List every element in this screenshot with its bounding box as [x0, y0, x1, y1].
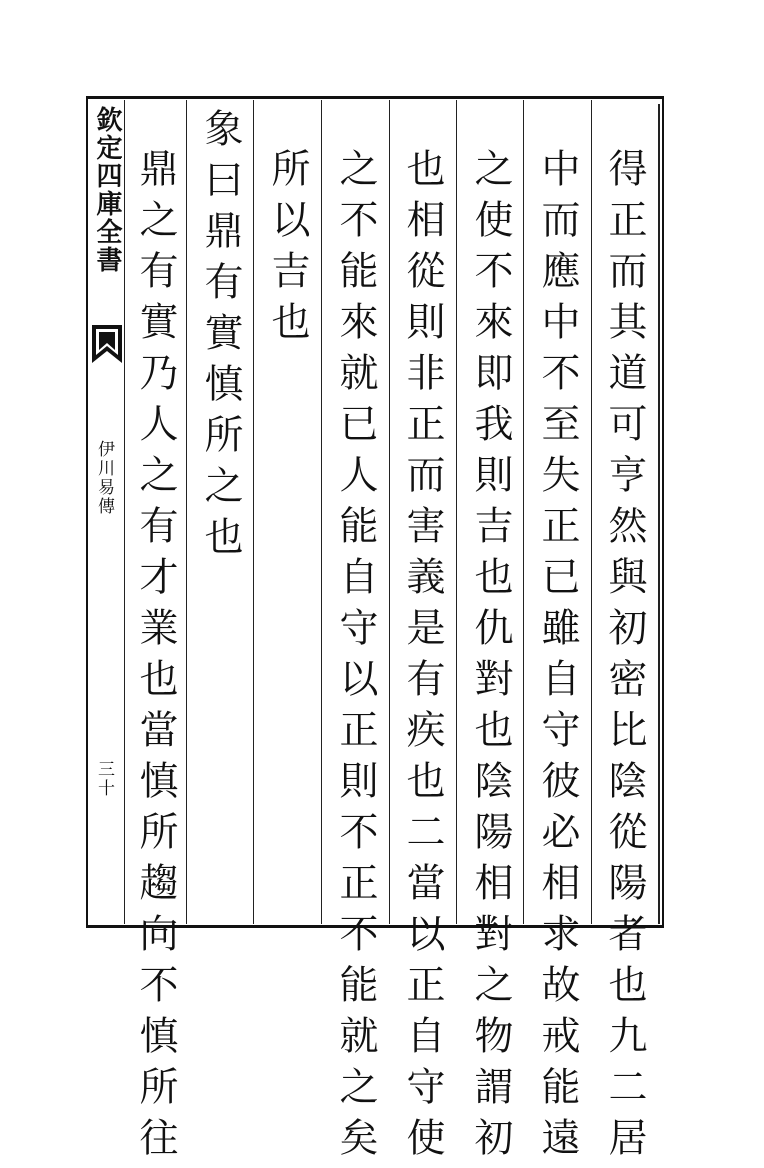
text-column-7: 象曰鼎有實慎所之也: [198, 108, 243, 567]
text-column-6: 所以吉也: [265, 148, 310, 352]
column-divider: [591, 100, 592, 924]
leaf-number: 三十: [94, 760, 114, 798]
border-inner-line: [658, 104, 660, 924]
text-column-5: 之不能來就已人能自守以正則不正不能就之矣: [333, 148, 378, 1168]
margin-divider: [124, 100, 125, 924]
column-divider: [321, 100, 322, 924]
column-divider: [523, 100, 524, 924]
collection-title: 欽定四庫全書: [92, 106, 122, 274]
text-column-2: 中而應中不至失正已雖自守彼必相求故戒能遠: [535, 148, 580, 1168]
text-column-3: 之使不來即我則吉也仇對也陰陽相對之物謂初: [468, 148, 513, 1168]
column-divider: [456, 100, 457, 924]
column-divider: [253, 100, 254, 924]
text-column-8: 鼎之有實乃人之有才業也當慎所趨向不慎所往: [133, 148, 178, 1168]
text-column-1: 得正而其道可亨然與初密比陰從陽者也九二居: [602, 148, 647, 1168]
text-column-4: 也相從則非正而害義是有疾也二當以正自守使: [400, 148, 445, 1168]
column-divider: [389, 100, 390, 924]
column-divider: [186, 100, 187, 924]
book-title: 伊川易傳: [94, 440, 114, 516]
fishtail-mark-icon: [92, 325, 122, 363]
